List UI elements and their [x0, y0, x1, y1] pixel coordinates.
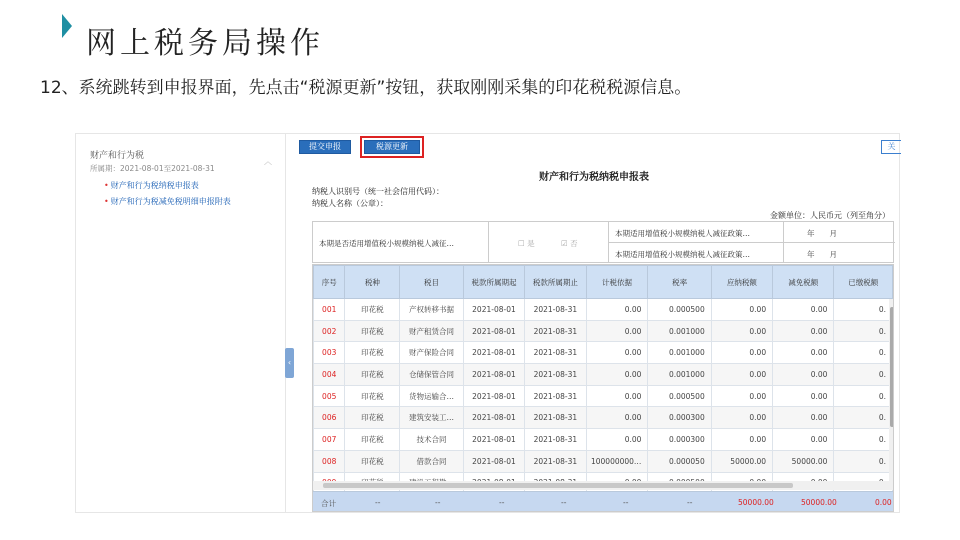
- table-row[interactable]: [314, 299, 893, 321]
- table-cell: 0.000050: [648, 450, 711, 472]
- table-cell: 印花税: [345, 385, 400, 407]
- table-cell: 产权转移书据: [400, 299, 463, 321]
- table-cell: 0.: [834, 299, 893, 321]
- table-cell: 2021-08-01: [463, 364, 524, 386]
- highlight-box: [360, 136, 424, 158]
- table-cell: 0.000500: [648, 385, 711, 407]
- table-cell: 0.: [834, 429, 893, 451]
- table-cell[interactable]: 0.00: [586, 299, 648, 321]
- main-panel: [294, 134, 900, 512]
- table-cell: 0.00: [711, 364, 772, 386]
- submit-button[interactable]: 提交申报: [299, 140, 351, 154]
- table-cell: 印花税: [345, 320, 400, 342]
- table-cell: 0.: [834, 450, 893, 472]
- table-cell[interactable]: 0.00: [586, 385, 648, 407]
- table-cell: 借款合同: [400, 450, 463, 472]
- table-cell: 008: [314, 450, 345, 472]
- amount-unit-label: 金额单位：人民币元（列至角分）: [770, 211, 890, 220]
- refresh-source-button[interactable]: 税源更新: [364, 140, 420, 154]
- table-cell: 50000.00: [711, 450, 772, 472]
- column-header: 应纳税额: [711, 266, 772, 299]
- table-cell: 0.00: [711, 299, 772, 321]
- table-cell[interactable]: 0.00: [586, 320, 648, 342]
- column-header: 序号: [314, 266, 345, 299]
- policy-end-month[interactable]: 年 月: [807, 250, 837, 259]
- table-cell: 2021-08-31: [525, 407, 586, 429]
- tax-table: [312, 264, 894, 512]
- total-tax-due: 50000.00: [738, 498, 774, 507]
- table-row[interactable]: [314, 450, 893, 472]
- table-cell: 2021-08-01: [463, 407, 524, 429]
- policy-end-label: 本期适用增值税小规模纳税人减征政策…: [615, 250, 750, 259]
- table-cell: 2021-08-31: [525, 385, 586, 407]
- total-row: [313, 491, 894, 512]
- option-no[interactable]: [561, 238, 578, 249]
- vertical-scrollbar[interactable]: [889, 299, 894, 481]
- column-header: 减免税额: [773, 266, 834, 299]
- chevron-up-icon[interactable]: ︿: [264, 157, 272, 166]
- table-cell: 0.00: [773, 429, 834, 451]
- table-cell: 0.000300: [648, 429, 711, 451]
- table-row[interactable]: [314, 342, 893, 364]
- table-row[interactable]: [314, 364, 893, 386]
- table-cell: 0.: [834, 364, 893, 386]
- small-scale-info-block: [312, 221, 894, 263]
- column-header: 已缴税额: [834, 266, 893, 299]
- table-cell[interactable]: 0.00: [586, 364, 648, 386]
- table-cell: 印花税: [345, 429, 400, 451]
- table-cell: 2021-08-01: [463, 320, 524, 342]
- table-cell: 003: [314, 342, 345, 364]
- table-cell: 印花税: [345, 342, 400, 364]
- table-cell: 0.00: [773, 320, 834, 342]
- table-cell: 006: [314, 407, 345, 429]
- total-cell: --: [375, 498, 381, 507]
- total-label: 合计: [321, 499, 336, 508]
- table-cell: 0.00: [773, 407, 834, 429]
- policy-start-label: 本期适用增值税小规模纳税人减征政策…: [615, 229, 750, 238]
- table-cell: 2021-08-01: [463, 450, 524, 472]
- slide-instruction: 12、系统跳转到申报界面，先点击“税源更新”按钮，获取刚刚采集的印花税税源信息。: [40, 78, 692, 98]
- table-cell: 0.00: [773, 385, 834, 407]
- table-cell: 0.00: [773, 364, 834, 386]
- taxpayer-id-label: 纳税人识别号（统一社会信用代码）：: [312, 187, 444, 196]
- table-cell: 0.00: [711, 320, 772, 342]
- table-cell: 0.00: [711, 429, 772, 451]
- sidebar-period: 所属期：2021-08-01至2021-08-31: [90, 164, 215, 173]
- column-header: 税款所属期止: [525, 266, 586, 299]
- table-cell: 2021-08-31: [525, 342, 586, 364]
- total-cell: --: [435, 498, 441, 507]
- column-header: 税率: [648, 266, 711, 299]
- sidebar-item-relief-form[interactable]: • 财产和行为税减免税明细申报附表: [104, 197, 231, 206]
- total-cell: --: [687, 498, 693, 507]
- table-cell: 2021-08-01: [463, 299, 524, 321]
- column-header: 税目: [400, 266, 463, 299]
- sidebar-item-label: 财产和行为税减免税明细申报附表: [110, 197, 231, 206]
- screenshot-frame: [75, 133, 900, 513]
- sidebar: [76, 134, 286, 512]
- option-yes-label: 是: [527, 239, 535, 248]
- table-cell: 007: [314, 429, 345, 451]
- table-cell: 0.00: [773, 342, 834, 364]
- table-cell: 0.00: [773, 299, 834, 321]
- small-scale-question: 本期是否适用增值税小规模纳税人减征…: [319, 239, 454, 248]
- table-cell: 0.001000: [648, 342, 711, 364]
- table-cell: 005: [314, 385, 345, 407]
- close-button[interactable]: 关: [881, 140, 901, 154]
- checkbox-icon[interactable]: ☐: [518, 239, 525, 248]
- sidebar-title: 财产和行为税: [90, 151, 145, 161]
- table-cell: 印花税: [345, 364, 400, 386]
- table-cell: 印花税: [345, 299, 400, 321]
- total-tax-relief: 50000.00: [801, 498, 837, 507]
- table-row[interactable]: [314, 320, 893, 342]
- table-cell: 0.: [834, 407, 893, 429]
- form-title: 财产和行为税纳税申报表: [539, 172, 649, 183]
- sidebar-item-main-form[interactable]: • 财产和行为税纳税申报表: [104, 181, 199, 190]
- tax-grid: [313, 265, 893, 494]
- sidebar-item-label: 财产和行为税纳税申报表: [110, 181, 199, 190]
- table-cell: 2021-08-01: [463, 342, 524, 364]
- table-cell: 技术合同: [400, 429, 463, 451]
- slide-title: 网上税务局操作: [86, 26, 324, 61]
- table-cell: 2021-08-31: [525, 429, 586, 451]
- checkbox-checked-icon[interactable]: ☑: [561, 239, 568, 248]
- column-header: 税款所属期起: [463, 266, 524, 299]
- title-accent-triangle: [62, 14, 72, 38]
- table-cell: 财产保险合同: [400, 342, 463, 364]
- table-cell: 2021-08-31: [525, 364, 586, 386]
- table-cell: 0.000500: [648, 299, 711, 321]
- table-cell: 2021-08-31: [525, 450, 586, 472]
- table-cell[interactable]: 0.00: [586, 429, 648, 451]
- table-cell[interactable]: 0.00: [586, 407, 648, 429]
- table-cell: 0.: [834, 385, 893, 407]
- table-cell: 0.001000: [648, 364, 711, 386]
- table-cell: 002: [314, 320, 345, 342]
- table-row[interactable]: [314, 385, 893, 407]
- table-cell[interactable]: 100000000…: [586, 450, 648, 472]
- table-cell: 印花税: [345, 407, 400, 429]
- table-cell: 0.: [834, 342, 893, 364]
- table-cell: 印花税: [345, 450, 400, 472]
- chevron-left-icon[interactable]: ‹: [285, 348, 294, 378]
- table-cell: 0.00: [711, 385, 772, 407]
- horizontal-scrollbar[interactable]: [313, 481, 894, 490]
- table-cell: 0.00: [711, 407, 772, 429]
- table-cell: 财产租赁合同: [400, 320, 463, 342]
- table-cell: 50000.00: [773, 450, 834, 472]
- total-cell: --: [499, 498, 505, 507]
- table-cell: 货物运输合…: [400, 385, 463, 407]
- table-cell: 2021-08-31: [525, 320, 586, 342]
- taxpayer-name-label: 纳税人名称（公章）：: [312, 199, 388, 208]
- column-header: 计税依据: [586, 266, 648, 299]
- table-cell: 0.: [834, 320, 893, 342]
- column-header: 税种: [345, 266, 400, 299]
- option-yes[interactable]: [518, 238, 535, 249]
- table-cell: 004: [314, 364, 345, 386]
- option-no-label: 否: [570, 239, 578, 248]
- table-cell: 0.000300: [648, 407, 711, 429]
- table-cell: 2021-08-01: [463, 429, 524, 451]
- table-row[interactable]: [314, 407, 893, 429]
- policy-start-month[interactable]: 年 月: [807, 229, 837, 238]
- table-cell: 仓储保管合同: [400, 364, 463, 386]
- table-cell: 2021-08-01: [463, 385, 524, 407]
- table-cell: 2021-08-31: [525, 299, 586, 321]
- table-cell: 0.001000: [648, 320, 711, 342]
- table-cell: 建筑安装工…: [400, 407, 463, 429]
- table-cell[interactable]: 0.00: [586, 342, 648, 364]
- total-cell: --: [561, 498, 567, 507]
- table-cell: 001: [314, 299, 345, 321]
- table-row[interactable]: [314, 429, 893, 451]
- total-paid: 0.00: [875, 498, 892, 507]
- total-cell: --: [623, 498, 629, 507]
- table-cell: 0.00: [711, 342, 772, 364]
